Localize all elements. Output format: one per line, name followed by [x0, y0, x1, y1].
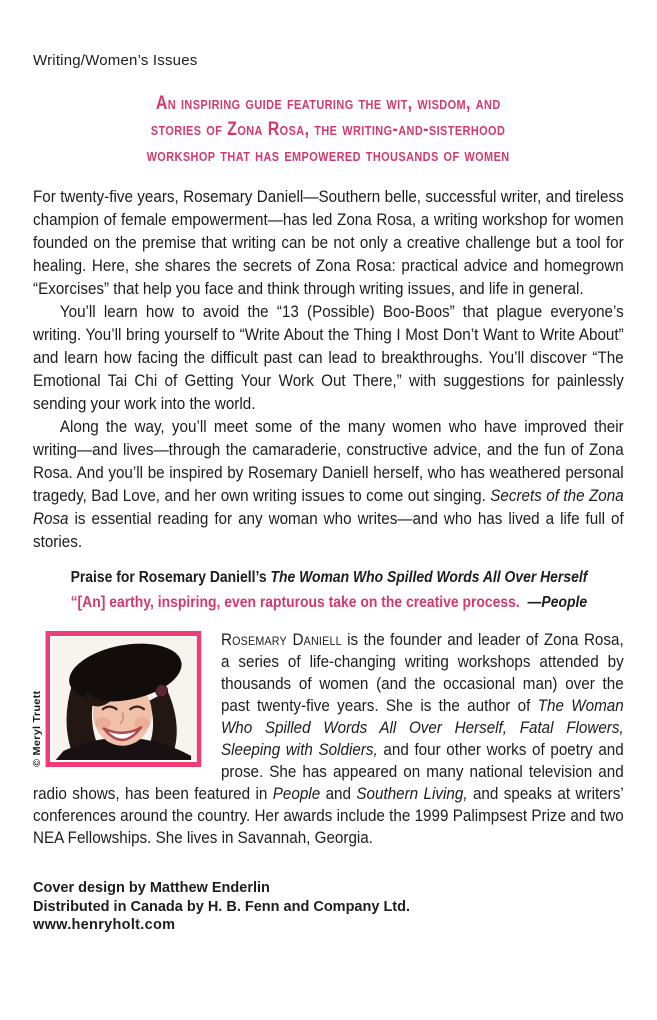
- praise-quote: “[An] earthy, inspiring, even rapturous take on the creative process. —People: [70, 594, 587, 611]
- praise-heading: Praise for Rosemary Daniell’s The Woman Who Spilled Words All Over Herself: [70, 569, 587, 586]
- author-photo-frame: [46, 631, 202, 767]
- category-label: Writing/Women’s Issues: [33, 52, 198, 69]
- author-section: [33, 629, 624, 849]
- synopsis: [33, 185, 624, 553]
- author-bio: Rosemary Daniell is the founder and leader of Zona Rosa, a series of life-changing writing workshops attended by thousands of women (and the occasional man) over the past twenty-five years. She is the author of The Woman Who Spilled Words All Over Herself, Fatal Flowers, Sleeping with Soldiers, and four other works of poetry and prose. She has appeared on many national television and radio shows, has been featured in People and Southern Living, and speaks at writers’ conferences around the country. Her awards include the 1999 Palimpsest Prize and two NEA Fellowships. She lives in Savannah, Georgia.: [33, 630, 624, 847]
- praise-heading-row: [33, 567, 624, 588]
- synopsis-paragraph-2: You’ll learn how to avoid the “13 (Possible) Boo-Boos” that plague everyone’s writing. You’ll bring yourself to “Write About the Thing I Most Don’t Want to Write About” and learn how facing the difficult past can lead to breakthroughs. You’ll discover “The Emotional Tai Chi of Getting Your Work Out There,” with suggestions for painlessly sending your work into the world.: [33, 302, 624, 413]
- praise-section: [33, 567, 624, 613]
- tagline-line-2: stories of Zona Rosa, the writing-and-sisterhood: [151, 119, 506, 140]
- tagline-line-3: workshop that has empowered thousands of women: [146, 145, 511, 166]
- tagline: [33, 91, 624, 169]
- author-photo: [52, 638, 195, 760]
- author-photo-block: [33, 631, 208, 771]
- praise-quote-row: [33, 592, 624, 613]
- credit-cover-design: Cover design by Matthew Enderlin: [33, 880, 270, 896]
- synopsis-paragraph-1: For twenty-five years, Rosemary Daniell—Southern belle, successful writer, and tireless champion of female empowerment—has led Zona Rosa, a writing workshop for women founded on the premise that writing can be not only a creative challenge but a tool for healing. Here, she shares the secrets of Zona Rosa: practical advice and homegrown “Exorcises” that help you face and think through writing issues, and life in general.: [33, 187, 624, 298]
- publisher-url: www.henryholt.com: [33, 917, 176, 933]
- photo-credit: © Meryl Truett: [32, 690, 43, 767]
- credits: [33, 849, 624, 935]
- synopsis-paragraph-3: Along the way, you’ll meet some of the many women who have improved their writing—and lives—through the camaraderie, constructive advice, and the fun of Zona Rosa. And you’ll be inspired by Rosemary Daniell herself, who has weathered personal tragedy, Bad Love, and her own writing issues to come out singing. Secrets of the Zona Rosa is essential reading for any woman who writes—and who has lived a life full of stories.: [33, 417, 624, 551]
- tagline-line-1: An inspiring guide featuring the wit, wisdom, and: [156, 93, 501, 114]
- credit-distribution: Distributed in Canada by H. B. Fenn and Company Ltd.: [33, 898, 411, 915]
